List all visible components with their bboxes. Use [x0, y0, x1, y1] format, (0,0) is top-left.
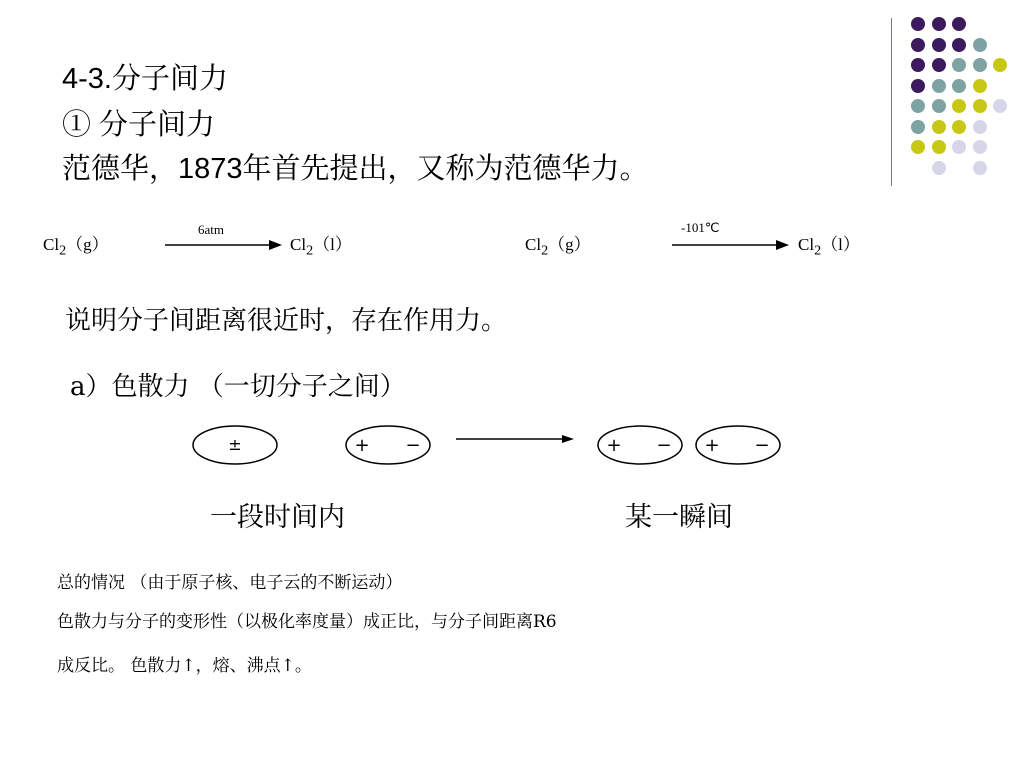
- equation-1-reactant-state: （g）: [66, 235, 109, 254]
- note-line-1: 总的情况 （由于原子核、电子云的不断运动）: [57, 573, 403, 593]
- decorative-dot: [932, 38, 946, 52]
- diagram-label-instant: 某一瞬间: [625, 502, 733, 533]
- decorative-dot: [973, 99, 987, 113]
- dispersion-diagram: [190, 420, 790, 470]
- decorative-dot: [932, 79, 946, 93]
- equation-2-product: [798, 230, 860, 259]
- decorative-dot: [993, 99, 1007, 113]
- diagram-arrow-head: [562, 435, 574, 443]
- equation-2-condition: -101℃: [681, 220, 720, 235]
- equation-1-product-formula: Cl: [290, 235, 307, 254]
- decorative-dot: [973, 120, 987, 134]
- note-line-3: 成反比。 色散力↑，熔、沸点↑。: [57, 656, 312, 676]
- molecule-dipole-2-minus: −: [656, 435, 672, 456]
- molecule-averaged-symbol: ±: [228, 435, 242, 454]
- molecule-dipole-3-plus: +: [704, 435, 720, 456]
- decorative-dot: [932, 99, 946, 113]
- decorative-dot: [932, 140, 946, 154]
- decorative-dot: [911, 79, 925, 93]
- decorative-dot: [993, 58, 1007, 72]
- decorative-dot: [952, 58, 966, 72]
- equation-1-product-state: （l）: [313, 235, 352, 254]
- decorative-dot: [932, 58, 946, 72]
- section-a-heading: a）色散力 （一切分子之间）: [70, 372, 406, 402]
- decorative-dot: [932, 120, 946, 134]
- decorative-dot: [973, 161, 987, 175]
- equation-1-product-subscript: 2: [306, 242, 314, 259]
- decorative-dot: [932, 161, 946, 175]
- equation-1-reactant: Cl: [43, 235, 60, 254]
- slide-subtitle: ① 分子间力: [62, 109, 216, 141]
- equation-1-reactant-subscript: 2: [59, 242, 67, 259]
- equation-2-product-formula: Cl: [798, 235, 815, 254]
- equation-2-arrow: [672, 238, 790, 252]
- decorative-dot: [952, 99, 966, 113]
- decorative-dot: [952, 17, 966, 31]
- decorative-dot: [932, 17, 946, 31]
- equation-2-product-state: （l）: [821, 235, 860, 254]
- equation-1-product: [290, 230, 352, 259]
- statement-text: 说明分子间距离很近时，存在作用力。: [65, 306, 508, 336]
- note-line-2: 色散力与分子的变形性（以极化率度量）成正比，与分子间距离R6: [57, 612, 557, 632]
- equation-1: [43, 230, 109, 259]
- decorative-dot: [911, 38, 925, 52]
- diagram-label-period: 一段时间内: [210, 502, 345, 533]
- decorative-dot: [911, 99, 925, 113]
- equation-2-reactant: Cl: [525, 235, 542, 254]
- equation-1-condition: 6atm: [198, 222, 224, 237]
- molecule-dipole-3-minus: −: [754, 435, 770, 456]
- molecule-dipole-1-plus: +: [354, 435, 370, 456]
- decorative-dot: [952, 120, 966, 134]
- equation-2-product-subscript: 2: [814, 242, 822, 259]
- equation-2-reactant-state: （g）: [548, 235, 591, 254]
- molecule-dipole-2-plus: +: [606, 435, 622, 456]
- decorative-dot: [911, 58, 925, 72]
- equation-2-reactant-subscript: 2: [541, 242, 549, 259]
- decorative-dot: [952, 79, 966, 93]
- molecule-dipole-1-minus: −: [405, 435, 421, 456]
- slide-title: 4-3.分子间力: [62, 63, 228, 95]
- decorative-dot: [911, 120, 925, 134]
- decorative-dot: [973, 58, 987, 72]
- slide-intro-line: 范德华，1873年首先提出，又称为范德华力。: [62, 153, 649, 185]
- decorative-dot: [952, 38, 966, 52]
- equation-1-arrow: [165, 238, 283, 252]
- decorative-dot: [973, 38, 987, 52]
- decorative-dot: [911, 140, 925, 154]
- decorative-dot: [973, 79, 987, 93]
- decorative-dot: [952, 140, 966, 154]
- divider-line: [891, 18, 892, 186]
- equation-2: [525, 230, 591, 259]
- decorative-dot: [911, 17, 925, 31]
- decorative-dot: [973, 140, 987, 154]
